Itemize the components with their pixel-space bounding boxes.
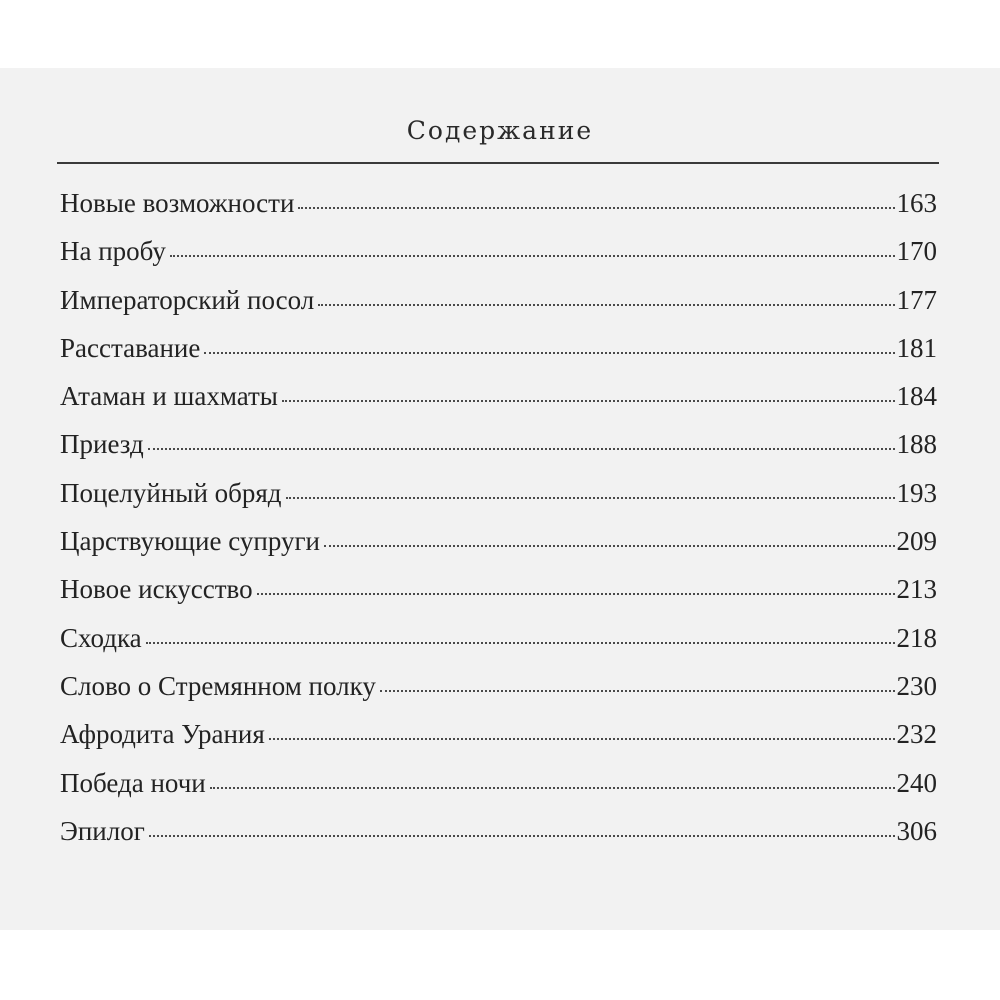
toc-entry: [60, 671, 937, 719]
toc-entry: [60, 574, 937, 622]
toc-entry-page: 181: [896, 332, 937, 363]
toc-entry: [60, 478, 937, 526]
toc-entry-title: Новые возможности: [60, 188, 295, 218]
book-page: [0, 68, 1000, 930]
toc-entry: [60, 623, 937, 671]
toc-entry-page: 209: [896, 526, 937, 557]
dot-leader: [210, 787, 895, 789]
toc-entry-title: На пробу: [60, 236, 166, 267]
dot-leader: [298, 207, 894, 209]
toc-entry-page: 163: [896, 188, 937, 218]
toc-entry-title: Сходка: [60, 622, 142, 653]
toc-entry-page: 218: [896, 622, 937, 653]
dot-leader: [380, 690, 895, 692]
dot-leader: [286, 497, 895, 499]
toc-entry-page: 170: [896, 236, 937, 267]
dot-leader: [149, 835, 895, 837]
toc-entry: [60, 768, 937, 816]
toc-entry-page: 188: [896, 429, 937, 460]
toc-entry: [60, 816, 937, 864]
toc-entry: [60, 188, 937, 236]
toc-entry-page: 193: [896, 477, 937, 508]
toc-entry: [60, 236, 937, 284]
heading-rule: [57, 162, 939, 164]
dot-leader: [257, 593, 895, 595]
toc-entry: [60, 381, 937, 429]
toc-entry-title: Приезд: [60, 429, 144, 460]
toc-entry-title: Новое искусство: [60, 574, 253, 605]
toc-entry-page: 232: [896, 719, 937, 750]
toc-entry-page: 230: [896, 670, 937, 701]
dot-leader: [204, 352, 894, 354]
toc-entry-title: Победа ночи: [60, 767, 206, 798]
toc-entry: [60, 719, 937, 767]
toc-entry-page: 306: [896, 815, 937, 846]
toc-entry-page: 240: [896, 767, 937, 798]
toc-entry-title: Царствующие супруги: [60, 526, 320, 557]
page-heading: Содержание: [406, 116, 594, 145]
toc-entry-title: Эпилог: [60, 815, 145, 846]
toc-entry-title: Поцелуйный обряд: [60, 477, 282, 508]
toc-entry-title: Императорский посол: [60, 284, 315, 315]
dot-leader: [269, 738, 895, 740]
dot-leader: [324, 545, 895, 547]
toc-entry-title: Афродита Урания: [60, 719, 265, 750]
dot-leader: [148, 448, 895, 450]
toc-entry-title: Атаман и шахматы: [60, 381, 278, 412]
dot-leader: [282, 400, 895, 402]
toc-entry-title: Слово о Стремянном полку: [60, 670, 376, 701]
toc-entry-title: Расставание: [60, 332, 201, 363]
toc-entry: [60, 526, 937, 574]
dot-leader: [170, 255, 895, 257]
toc-entry-page: 177: [896, 284, 937, 315]
toc-entry: [60, 333, 937, 381]
dot-leader: [146, 642, 895, 644]
toc-entry-page: 184: [896, 381, 937, 412]
dot-leader: [318, 304, 894, 306]
toc-entry: [60, 429, 937, 477]
toc-entry: [60, 285, 937, 333]
toc-entry-page: 213: [896, 574, 937, 605]
table-of-contents: [60, 188, 937, 864]
